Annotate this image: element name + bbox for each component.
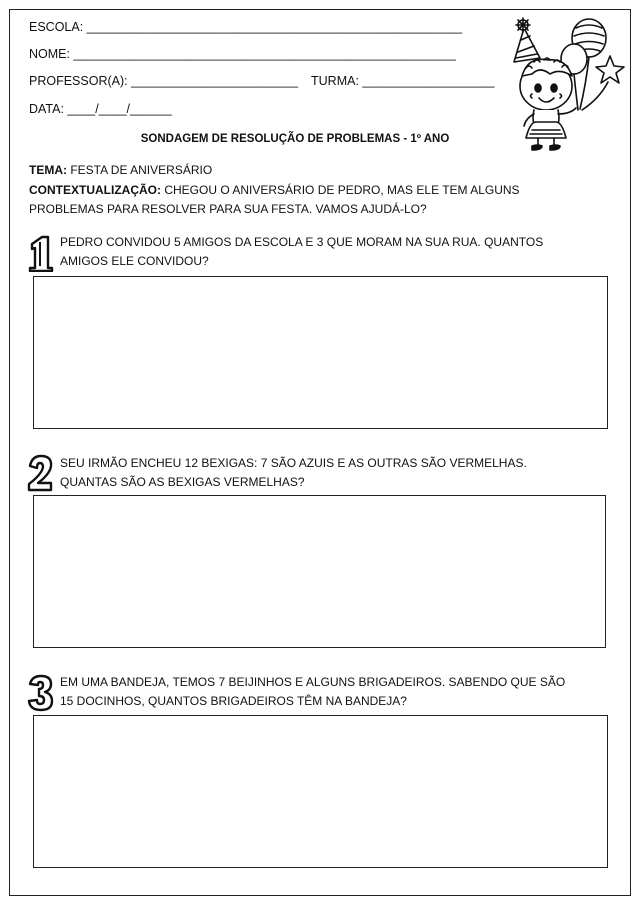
number-1-icon: [26, 234, 54, 272]
tema-value: FESTA DE ANIVERSÁRIO: [70, 163, 213, 177]
answer-box-1[interactable]: [33, 276, 608, 429]
contextualizacao-line-1: [29, 181, 520, 200]
question-1-line-1: PEDRO CONVIDOU 5 AMIGOS DA ESCOLA E 3 QUE MORAM NA SUA RUA. QUANTOS: [60, 235, 544, 249]
answer-box-2[interactable]: [33, 495, 606, 648]
nome-field[interactable]: NOME: _______________________________________________________: [29, 47, 456, 61]
tema-line: [29, 161, 212, 180]
question-1-line-2: AMIGOS ELE CONVIDOU?: [60, 254, 209, 268]
answer-box-3[interactable]: [33, 715, 608, 868]
number-2-icon: [26, 454, 54, 492]
professor-field[interactable]: PROFESSOR(A): ________________________: [29, 74, 298, 88]
contextualizacao-text-1: CHEGOU O ANIVERSÁRIO DE PEDRO, MAS ELE TEM ALGUNS: [164, 183, 520, 197]
question-3-text: [60, 673, 615, 711]
turma-field[interactable]: TURMA: ___________________: [311, 74, 495, 88]
number-3-icon: [26, 674, 54, 712]
escola-field[interactable]: ESCOLA: ______________________________________________________: [29, 20, 463, 34]
question-3-line-1: EM UMA BANDEJA, TEMOS 7 BEIJINHOS E ALGUNS BRIGADEIROS. SABENDO QUE SÃO: [60, 675, 566, 689]
contextualizacao-line-2: PROBLEMAS PARA RESOLVER PARA SUA FESTA. VAMOS AJUDÁ-LO?: [29, 202, 427, 216]
question-2-line-1: SEU IRMÃO ENCHEU 12 BEXIGAS: 7 SÃO AZUIS E AS OUTRAS SÃO VERMELHAS.: [60, 456, 527, 470]
page-title: SONDAGEM DE RESOLUÇÃO DE PROBLEMAS - 1º ANO: [140, 133, 450, 145]
contextualizacao-label: CONTEXTUALIZAÇÃO:: [29, 183, 161, 197]
tema-label: TEMA:: [29, 163, 67, 177]
data-field[interactable]: DATA: ____/____/______: [29, 102, 172, 116]
question-2-text: [60, 454, 615, 492]
question-1-text: [60, 233, 615, 271]
question-3-line-2: 15 DOCINHOS, QUANTOS BRIGADEIROS TÊM NA BANDEJA?: [60, 694, 407, 708]
question-2-line-2: QUANTAS SÃO AS BEXIGAS VERMELHAS?: [60, 475, 305, 489]
